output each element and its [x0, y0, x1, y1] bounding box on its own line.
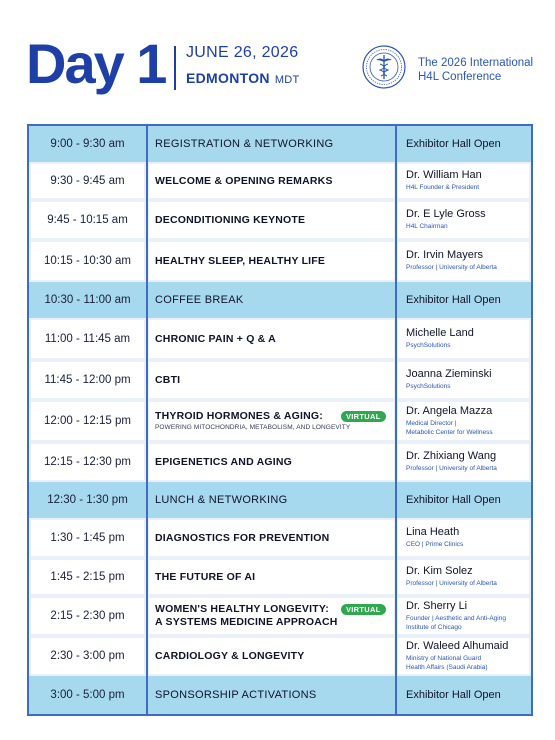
virtual-badge: VIRTUAL [341, 411, 386, 422]
speaker-info [406, 558, 534, 596]
session-title: HEALTHY SLEEP, HEALTHY LIFE [155, 254, 326, 267]
session-title: SPONSORSHIP ACTIVATIONS [155, 688, 317, 701]
speaker-info [406, 282, 534, 318]
session-time: 12:00 - 12:15 pm [44, 415, 131, 427]
session-info [155, 518, 391, 558]
session-time: 11:45 - 12:00 pm [44, 374, 131, 386]
speaker-info [406, 636, 534, 676]
session-time: 10:30 - 11:00 am [44, 294, 131, 306]
speaker-name: Exhibitor Hall Open [406, 493, 501, 506]
session-title: THE FUTURE OF AI [155, 570, 256, 583]
day-title: Day 1 [26, 32, 166, 95]
speaker-role-line-2: Health Affairs (Saudi Arabia) [406, 663, 488, 671]
session-time: 1:45 - 2:15 pm [50, 571, 125, 583]
event-location [186, 70, 300, 86]
header-divider [174, 46, 176, 90]
session-time: 9:45 - 10:15 am [47, 214, 128, 226]
virtual-badge: VIRTUAL [341, 604, 386, 615]
speaker-role: PsychSolutions [406, 342, 451, 350]
session-time: 9:00 - 9:30 am [50, 138, 125, 150]
city-name: EDMONTON [186, 70, 270, 86]
conference-name [418, 56, 538, 84]
session-time: 12:30 - 1:30 pm [47, 494, 128, 506]
session-title: THYROID HORMONES & AGING: [155, 410, 323, 422]
speaker-name: Exhibitor Hall Open [406, 688, 501, 701]
caduceus-seal-icon [362, 45, 406, 89]
session-time: 10:15 - 10:30 am [44, 255, 131, 267]
session-info [155, 676, 391, 714]
speaker-info [406, 240, 534, 282]
speaker-role: Ministry of National Guard [406, 655, 482, 662]
session-info [155, 442, 391, 482]
session-info [155, 318, 391, 360]
speaker-name: Dr. Irvin Mayers [406, 249, 484, 262]
session-info [155, 482, 391, 518]
speaker-info [406, 360, 534, 400]
speaker-name: Dr. Zhixiang Wang [406, 450, 497, 463]
speaker-role: PsychSolutions [406, 383, 451, 391]
page-header [0, 0, 555, 122]
speaker-info [406, 162, 534, 200]
schedule-session-row [29, 558, 531, 596]
speaker-name: Dr. Waleed Alhumaid [406, 640, 509, 652]
speaker-info [406, 126, 534, 162]
session-title: DIAGNOSTICS FOR PREVENTION [155, 531, 330, 544]
speaker-name: Dr. Angela Mazza [406, 405, 493, 417]
session-time: 2:30 - 3:00 pm [50, 650, 125, 662]
speaker-role: Medical Director | [406, 420, 457, 427]
schedule-session-row [29, 442, 531, 482]
session-time: 2:15 - 2:30 pm [50, 610, 125, 622]
speaker-role: Founder | Aesthetic and Anti-Aging [406, 615, 506, 622]
speaker-role: Professor | University of Alberta [406, 264, 497, 272]
session-title: LUNCH & NETWORKING [155, 493, 288, 506]
session-title: REGISTRATION & NETWORKING [155, 137, 334, 150]
session-time: 1:30 - 1:45 pm [50, 532, 125, 544]
session-info [155, 162, 391, 200]
schedule-session-row [29, 200, 531, 240]
speaker-role: Professor | University of Alberta [406, 465, 497, 473]
session-title: WOMEN'S HEALTHY LONGEVITY: [155, 603, 329, 615]
session-time: 11:00 - 11:45 am [44, 333, 131, 345]
speaker-name: Dr. E Lyle Gross [406, 208, 486, 221]
session-subtitle: POWERING MITOCHONDRIA, METABOLISM, AND LONGEVITY [155, 424, 351, 431]
speaker-name: Dr. Kim Solez [406, 565, 473, 578]
session-title: WELCOME & OPENING REMARKS [155, 174, 333, 187]
schedule-session-row [29, 360, 531, 400]
session-time: 9:30 - 9:45 am [50, 175, 125, 187]
session-title: COFFEE BREAK [155, 293, 244, 306]
speaker-info [406, 200, 534, 240]
speaker-role: H4L Chairman [406, 223, 448, 231]
session-title: CARDIOLOGY & LONGEVITY [155, 649, 305, 662]
session-info [155, 240, 391, 282]
session-info [155, 558, 391, 596]
schedule-session-row [29, 400, 531, 442]
session-title: CHRONIC PAIN + Q & A [155, 332, 276, 345]
speaker-name: Exhibitor Hall Open [406, 293, 501, 306]
schedule-session-row [29, 240, 531, 282]
speaker-name: Dr. William Han [406, 169, 482, 182]
schedule-break-row [29, 126, 531, 162]
speaker-info [406, 318, 534, 360]
speaker-name: Exhibitor Hall Open [406, 137, 501, 150]
speaker-role: CEO | Prime Clinics [406, 541, 464, 549]
session-info [155, 282, 391, 318]
speaker-role: Professor | University of Alberta [406, 580, 497, 588]
schedule-break-row [29, 282, 531, 318]
speaker-info [406, 518, 534, 558]
speaker-info [406, 676, 534, 714]
schedule-table [27, 124, 533, 716]
schedule-break-row [29, 676, 531, 714]
speaker-info [406, 596, 534, 636]
speaker-name: Michelle Land [406, 327, 474, 340]
speaker-info [406, 400, 534, 442]
session-title: DECONDITIONING KEYNOTE [155, 213, 306, 226]
schedule-session-row [29, 518, 531, 558]
speaker-role-line-2: Metabolic Center for Wellness [406, 428, 493, 436]
speaker-role-line-2: Institute of Chicago [406, 623, 462, 631]
session-info [155, 596, 391, 636]
session-title: EPIGENETICS AND AGING [155, 455, 293, 468]
session-info [155, 360, 391, 400]
schedule-session-row [29, 162, 531, 200]
speaker-info [406, 442, 534, 482]
speaker-role: H4L Founder & President [406, 184, 480, 192]
session-title: CBTI [155, 373, 181, 386]
speaker-name: Joanna Zieminski [406, 368, 492, 381]
session-info [155, 126, 391, 162]
speaker-info [406, 482, 534, 518]
session-info [155, 200, 391, 240]
conference-line-1: The 2026 International [418, 57, 534, 69]
session-info [155, 636, 391, 676]
session-time: 12:15 - 12:30 pm [44, 456, 131, 468]
schedule-session-row [29, 596, 531, 636]
timezone: MDT [274, 74, 300, 86]
schedule-break-row [29, 482, 531, 518]
column-divider-time [146, 126, 148, 714]
speaker-name: Dr. Sherry Li [406, 600, 468, 612]
speaker-name: Lina Heath [406, 526, 460, 539]
session-time: 3:00 - 5:00 pm [50, 689, 125, 701]
conference-line-2: H4L Conference [418, 71, 502, 83]
schedule-session-row [29, 636, 531, 676]
column-divider-speaker [395, 126, 397, 714]
session-title-line-2: A SYSTEMS MEDICINE APPROACH [155, 616, 338, 628]
schedule-session-row [29, 318, 531, 360]
event-date: JUNE 26, 2026 [186, 44, 299, 61]
